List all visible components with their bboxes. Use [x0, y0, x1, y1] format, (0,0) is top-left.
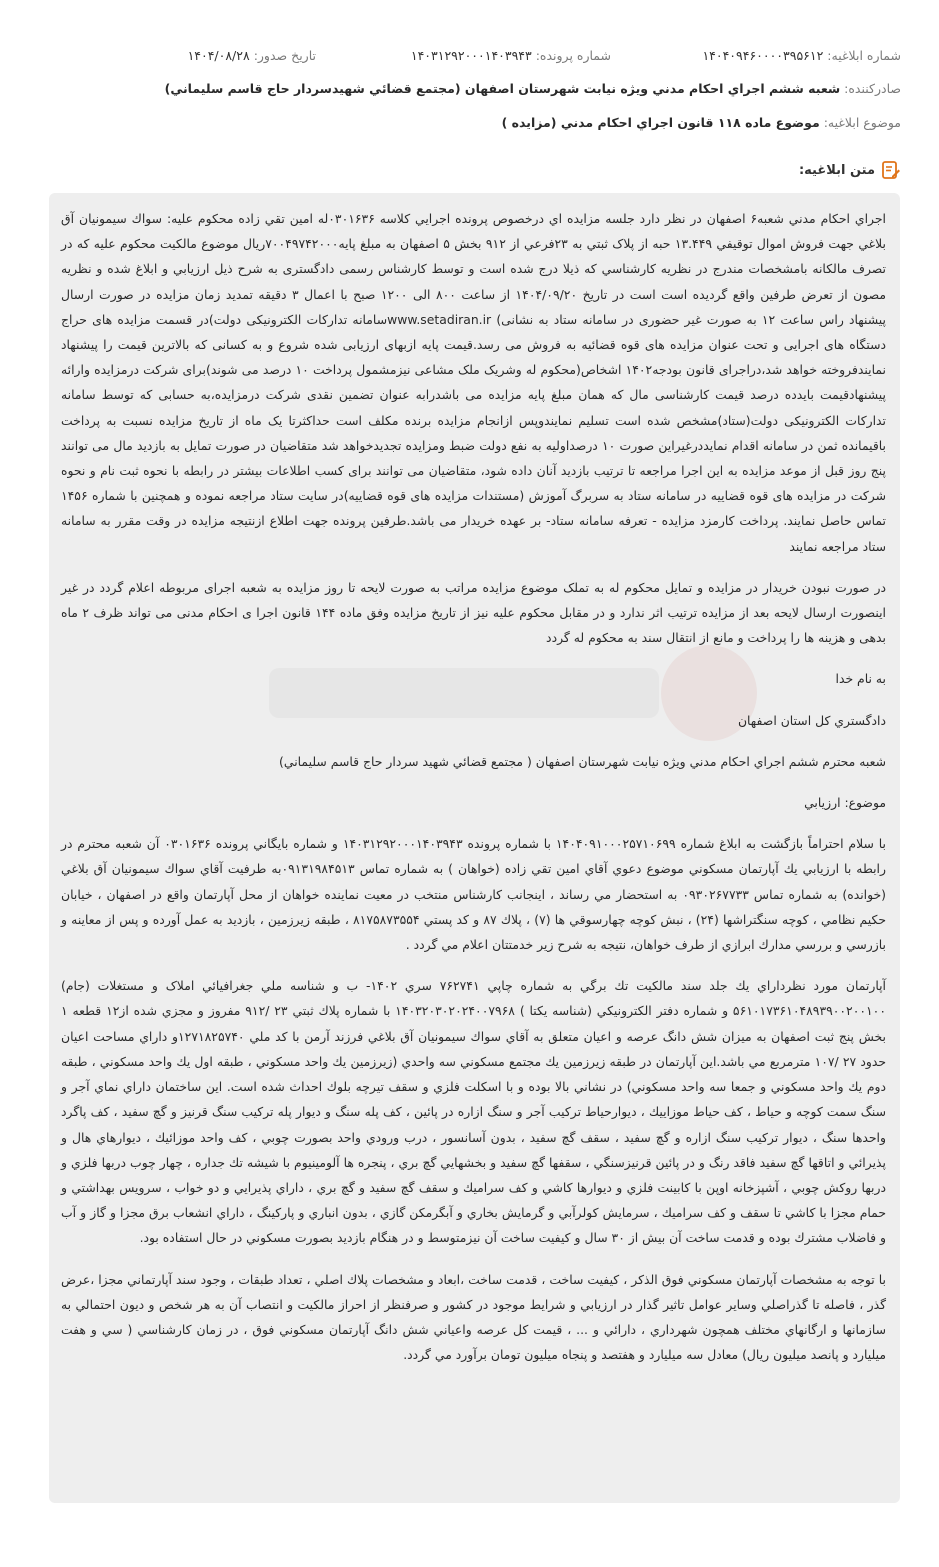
issue-date-value: ۱۴۰۴/۰۸/۲۸: [187, 48, 250, 63]
notice-title-text: متن ابلاغيه:: [798, 162, 875, 178]
paragraph-bismillah: به نام خدا: [835, 671, 886, 687]
notice-number: [702, 47, 901, 65]
issue-date-label: تاريخ صدور:: [253, 48, 316, 63]
paragraph-branch: شعبه محترم ششم اجراي احكام مدني ويژه نيابت شهرستان اصفهان ( مجتمع قضائي شهيد سردار حاج قاسم سليماني): [279, 753, 886, 769]
issuer-row: [40, 80, 901, 98]
document-edit-icon: [881, 160, 901, 180]
paragraph-valuation: با توجه به مشخصات آپارتمان مسكوني فوق الذكر ، كيفيت ساخت ، قدمت ساخت ،ابعاد و مشخصات پلاك اصلي ، تعداد طبقات ، وجود سند آپارتماني مجزا ،عرض گذر ، فاصله تا گذراصلي وساير عوامل تاثير گذار در ارزيابي و شرايط موجود در كشور و صرفنظر از احراز مالكيت و انتصاب آن به هر شخص و ديون احتمالي به سازمانها و ارگانهاي مختلف همچون شهرداري ، دارائي و ... ، قيمت كل عرصه واعياني شش دانگ آپارتمان مسكوني فوق ، در زمان كارشناسي ( سي و هفت ميليارد و پانصد ميليون ريال) معادل سه ميليارد و هفتصد و پنجاه ميليون تومان برآورد مي گردد.: [61, 1271, 886, 1363]
subject-label: موضوع ابلاغيه:: [823, 115, 901, 130]
issue-date: [188, 47, 316, 65]
notice-content: [61, 206, 886, 1383]
case-number-label: شماره پرونده:: [535, 48, 611, 63]
issuer-label: صادرکننده:: [844, 81, 901, 96]
notice-number-value: ۱۴۰۴۰۹۴۶۰۰۰۰۳۹۵۶۱۲: [702, 48, 824, 63]
paragraph-buyer-absence: در صورت نبودن خريدار در مزايده و تمايل محكوم له به تملک موضوع مزايده مراتب به صورت لايحه تا روز مزايده به شعبه اجرای مربوطه اعلام گردد در غير اينصورت ارسال لايحه بعد از مزايده ترتيب اثر ندارد و در مقابل محكوم عليه نيز از تاريخ مزايده وفق ماده ۱۴۴ قانون اجرا ی احكام مدنی می تواند ظرف ۲ ماه بدهی و هزينه ها را پرداخت و مانع از انتقال سند به محكوم له گردد: [61, 579, 886, 646]
subject-value: موضوع ماده ۱۱۸ قانون اجراي احکام مدني (مزايده ): [501, 115, 820, 130]
notice-body-box: [49, 193, 900, 1503]
subject-row: [40, 114, 901, 132]
paragraph-property-description: آپارتمان مورد نظرداراي يك جلد سند مالكيت تك برگي به شماره چاپي ۷۶۲۷۴۱ سري ۱۴۰۲- ب و شناسه ملي جغرافيائي املاک و مستغلات (جام) ۵۶۱۰۱۷۳۶۱۰۴۸۹۳۹۰۰۲۰۰۱۰۰ و شماره دفتر الكترونيكي (شناسه يكتا ) ۱۴۰۳۲۰۳۰۲۰۲۴۰۰۷۹۶۸ با شماره پلاك ثبتي ۲۳ /۹۱۲ مفروز و مجزي شده از۱۲ قطعه ۱ بخش پنج ثبت اصفهان به ميزان شش دانگ عرصه و اعيان متعلق به آقاي سواك سيمونيان آق بلاغي فرزند آرمن با كد ملي ۱۲۷۱۸۲۵۷۴۰و داراي مساحت اعيان حدود ۲۷ /۱۰۷ مترمربع مي باشد.اين آپارتمان در طبقه زيرزمين يك مجتمع مسكوني سه واحدي (زيرزمين يك واحد مسكوني ، طبقه اول يك واحد مسكوني ، طبقه دوم يك واحد مسكوني و جمعا سه واحد مسكوني) در نشاني بالا بوده و با اسكلت فلزي و سقف تيرچه بلوك احداث شده است. اين ساختمان داراي نماي آجر و سنگ سمت كوچه و حياط ، كف حياط موزاييك ، ديوارحياط تركيب آجر و سنگ ازاره در پائين ، كف پله سنگ و ديوار پله تركيب سنگ قرنيز و گچ سفيد ، كف پاگرد واحدها سنگ ، ديوار تركيب سنگ ازاره و گچ سفيد ، سقف گچ سفيد ، بدون آسانسور ، درب ورودي واحد بصورت چوبي ، كف واحد موزائيك ، ديوارهاي هال و پذيرائي و اتاقها گچ سفيد فاقد رنگ و در پائين قرنيزسنگي ، سقفها گچ سفيد و بخشهايي گچ بري ، پنجره ها آلومينيوم با شيشه تك جداره ، چهار چوب دربها فلزي و دربها روكش چوبي ، آشپزخانه اوپن با كابينت فلزي و ديوارها كاشي و كف سراميك و سقف گچ سفيد و گچ بري ، داراي پذيرايي و دو خواب ، سرويس بهداشتي و حمام مجزا با كاشي تا سقف و كف سراميك ، سرمايش كولرآبي و گرمايش بخاري و آبگرمكن گازي ، بدون انباري و پاركينگ ، داراي انشعاب برق مجزا و گاز و آب و فاضلاب مشترك بوده و قدمت ساخت آن بيش از ۳۰ سال و كيفيت ساخت آن نيزمتوسط و در هنگام بازديد بصورت مسكوني در حال استفاده بود.: [61, 978, 886, 1246]
notice-number-label: شماره ابلاغيه:: [827, 48, 901, 63]
case-number-value: ۱۴۰۳۱۲۹۲۰۰۰۱۴۰۳۹۴۳: [410, 48, 532, 63]
paragraph-greeting: با سلام احتراماً بازگشت به ابلاغ شماره ۱۴۰۴۰۹۱۰۰۰۲۵۷۱۰۶۹۹ با شماره پرونده ۱۴۰۳۱۲۹۲۰۰۰۱۴۰۳۹۴۳ و شماره بايگاني پرونده ۰۳۰۱۶۳۶ آن شعبه محترم در رابطه با ارزيابي يك آپارتمان مسكوني موضوع دعوي آقاي امين تقي زاده (خواهان ) به شماره تماس ۰۹۱۳۱۹۸۴۵۱۳به طرفيت آقاي سواك سيمونيان آق بلاغي (خوانده) به شماره تماس ۰۹۳۰۲۶۷۷۳۳ به استحضار مي رساند ، اينجانب كارشناس منتخب در معيت نماينده خواهان از محل آپارتمان واقع در اصفهان ، خيابان حكيم نظامي ، كوچه سنگتراشها (۲۴) ، نبش كوچه چهارسوقي ها (۷) ، پلاك ۸۷ و كد پستي ۸۱۷۵۸۷۳۵۵۴ ، طبقه زيرزمين ، بازديد به عمل آورده و پس از معاينه و بازرسي و بررسي مدارك ابرازي از طرف خواهان، نتيجه به شرح زير خدمتتان اعلام مي گردد .: [61, 836, 887, 953]
paragraph-court: دادگستري کل استان اصفهان: [737, 712, 886, 728]
notice-title: [799, 160, 901, 180]
case-number: [411, 47, 611, 65]
issuer-value: شعبه ششم اجراي احكام مدني ويژه نيابت شهرستان اصفهان (مجتمع قضائي شهيدسردار حاج قاسم سليماني): [164, 81, 841, 96]
paragraph-auction: اجراي احكام مدني شعبه۶ اصفهان در نظر دارد جلسه مزايده اي درخصوص پرونده اجرايي كلاسه ۰۳۰۱۶۳۶له امين تقي زاده محكوم عليه: سواك سيمونيان آق بلاغي جهت فروش اموال توقيفي ۱۳.۴۴۹ حبه از پلاک ثبتي به ۲۳فرعي از ۹۱۲ بخش ۵ اصفهان به مبلغ پايه۷۰۰۴۹۷۴۲۰۰۰ريال موضوع مالكيت محكوم عليه كه در تصرف مالكانه بامشخصات مندرج در نظريه كارشناسي كه ذيلا درج شده است و توسط كارشناس رسمی دادگستری به شرح ذيل ارزيابي و ابلاغ شده و نظريه مصون از تعرض طرفين واقع گرديده است است در تاريخ ۱۴۰۴/۰۹/۲۰ از ساعت ۸۰۰ الی ۱۲۰۰ صبح با اعمال ۳ دقيقه تمديد زمان مزايده در صورت ارسال پيشنهاد راس ساعت ۱۲ به صورت غير حضوری در سامانه ستاد به نشانی) www.setadiran.irسامانه تداركات الكترونيكی دولت)در قسمت مزايده های حراج دستگاه های اجرايی و تحت عنوان مزايده های قوه قضائيه به فروش می رسد.قيمت پايه ازبهای ارزيابی شده شروع و به كسانی كه بالاترين قيمت را پيشنهاد نمايندفروخته خواهد شد،دراجرای قانون بودجه۱۴۰۲ اشخاص(محكوم له وشريک ملک مشاعی نيزمشمول پرداخت ۱۰ درصد می شوند)برای شركت درمزايده وارائه پيشنهادقيمت بايدده درصد قيمت كارشناسی مال كه همان مبلغ پايه مزايده می باشدرابه عنوان تضمين نقدی شركت درمزايده،به حسابی كه توسط سامانه تداركات الكترونيكی دولت(ستاد)مشخص شده است تسليم نمايندوپس ازانجام مزايده برنده مكلف است حداكثرتا يک ماه از تاريخ مزايده نسبت به پرداخت باقيمانده ثمن در سامانه اقدام نمايددرغيراين صورت ۱۰ درصداوليه به نفع دولت ضبط ومزايده تجديدخواهد شد متقاضيان در صورت تمايل به بازديد مال می توانند پنج روز قبل از موعد مزايده به اين اجرا مراجعه تا ترتيب بازديد آنان داده شود، متقاضيان می توانند برای كسب اطلاعات بيشتر در رابطه با نحوه ثبت نام و نحوه شركت در مزايده های قوه قضاييه در سامانه ستاد به سربرگ آموزش (مستندات مزايده های قوه قضاييه)در سايت ستاد مراجعه نموده و همچنين با شماره ۱۴۵۶ تماس حاصل نمايند. پرداخت كارمزد مزايده - تعرفه سامانه ستاد- بر عهده خريدار می باشد.طرفين پرونده جهت اطلاع ازنتيجه مزايده در وقت مقرر به سامانه ستاد مراجعه نمايند: [61, 211, 886, 554]
paragraph-subject: موضوع: ارزيابي: [804, 795, 886, 811]
